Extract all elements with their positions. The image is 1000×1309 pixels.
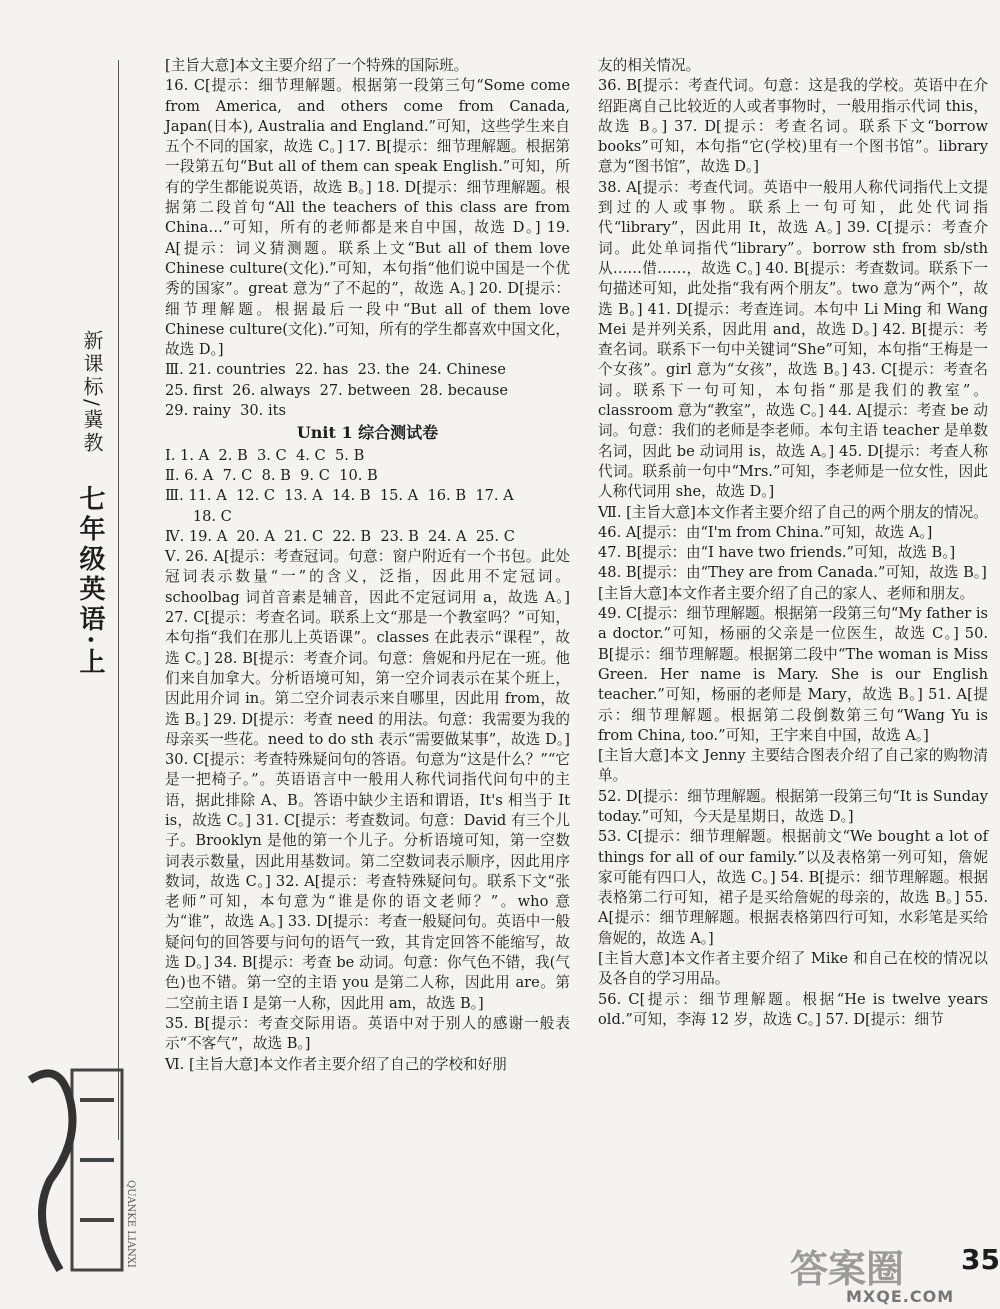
paragraph: [主旨大意]本文主要介绍了一个特殊的国际班。 xyxy=(165,57,469,74)
svg-text:QUANKE LIANXI: QUANKE LIANXI xyxy=(125,1180,136,1268)
answer-line: Ⅰ. 1. A 2. B 3. C 4. C 5. B xyxy=(165,446,365,464)
paragraph: 46. A[提示：由“I'm from China.”可知，故选 A。] xyxy=(598,523,933,541)
answer-line: Ⅱ. 6. A 7. C 8. B 9. C 10. B xyxy=(165,466,378,484)
paragraph: 48. B[提示：由“They are from Canada.”可知，故选 B。] xyxy=(598,564,987,582)
paragraph: Ⅴ. 26. A[提示：考查冠词。句意：窗户附近有一个书包。此处冠词表示数量“一”的含义，泛指，因此用不定冠词。schoolbag 词首音素是辅音，因此不定冠词用 a，故选 A。] 27. C[提示：考查名词。联系上文“那是一个教室吗？”可知，本句指“我们在那儿上英语课”。classes 在此表示“课程”，故选 C。] 28. B[提示：考查介词。句意：詹妮和丹尼在一班。他们来自加拿大。分析语境可知，第一空介词表示在某个班上，因此用介词 in。第二空介词表示来自哪里，因此用 from，故选 B。] 29. D[提示：考查 need 的用法。句意：我需要为我的母亲买一些花。need to do sth 表示“需要做某事”，故选 D。] 30. C[提示：考查特殊疑问句的答语。句意为“这是什么？”“它是一把椅子。”。英语语言中一般用人称代词指代问句中的主语，据此排除 A、B。答语中缺少主语和谓语，It's 相当于 It is，故选 C。] 31. C[提示：考查数词。句意：David 有三个儿子。Brooklyn 是他的第一个儿子。分析语境可知，第一空数词表示数量，因此用基数词。第二空数词表示顺序，因此用序数词，故选 C。] 32. A[提示：考查特殊疑问句。联系下文“张老师”可知，本句意为“谁是你的语文老师？”。who 意为“谁”，故选 A。] 33. D[提示：考查一般疑问句。英语中一般疑问句的回答要与问句的语气一致，其肯定回答不能缩写，故选 D。] 34. B[提示：考查 be 动词。句意：你气色不错，我(气色)也不错。第一空的主语 you 是第二人称，因此用 are。第二空前主语 I 是第一人称，因此用 am，故选 B。] xyxy=(165,548,570,1012)
paragraph: Ⅶ. [主旨大意]本文作者主要介绍了自己的两个朋友的情况。 xyxy=(598,503,988,521)
spine-title: 七年级英语·上 xyxy=(75,485,105,679)
paragraph: 53. C[提示：细节理解题。根据前文“We bought a lot of things for all of our family.”以及表格第一列可知，詹妮家可能有四口人，故选 C。] 54. B[提示：细节理解题。根据表格第二行可知，裙子是买给詹妮的母亲的，故选 B。] 55. A[提示：细节理解题。根据表格第四行可知，水彩笔是买给詹妮的，故选 A。] xyxy=(598,828,988,947)
paragraph: [主旨大意]本文 Jenny 主要结合图表介绍了自己家的购物清单。 xyxy=(598,747,988,785)
answer-line: 25. first 26. always 27. between 28. because xyxy=(165,381,508,399)
spine-subtitle: 新课标/冀教 xyxy=(80,330,104,455)
page-number: 35 xyxy=(961,1243,1000,1276)
paragraph: 38. A[提示：考查代词。英语中一般用人称代词指代上文提到过的人或事物。联系上一句可知，此处代词指代“library”，因此用 It，故选 A。] 39. C[提示：考查介词。此处单词指代“library”。borrow sth from sb/sth 从……借……，故选 C。] 40. B[提示：考查数词。联系下一句描述可知，此处指“我有两个朋友”。two 意为“两个”，故选 B。] 41. D[提示：考查连词。本句中 Li Ming 和 Wang Mei 是并列关系，因此用 and，故选 D。] 42. B[提示：考查名词。联系下一句中关键词“She”可知，本句指“王梅是一个女孩”。girl 意为“女孩”，故选 B。] 43. C[提示：考查名词。联系下一句可知，本句指“那是我们的教室”。classroom 意为“教室”，故选 C。] 44. A[提示：考查 be 动词。句意：我们的老师是李老师。本句主语 teacher 是单数名词，因此 be 动词用 is，故选 A。] 45. D[提示：考查人称代词。联系前一句中“Mrs.”可知，李老师是一位女性，因此人称代词用 she，故选 D。] xyxy=(598,178,988,501)
paragraph: 49. C[提示：细节理解题。根据第一段第三句“My father is a doctor.”可知，杨丽的父亲是一位医生，故选 C。] 50. B[提示：细节理解题。根据第二段中“The woman is Miss Green. Her name is Mary. She is our English teacher.”可知，杨丽的老师是 Mary，故选 B。] 51. A[提示：细节理解题。根据第二段倒数第三句“Wang Yu is from China, too.”可知，王宇来自中国，故选 A。] xyxy=(598,605,988,744)
page-divider-line xyxy=(118,60,119,1140)
paragraph: Ⅵ. [主旨大意]本文作者主要介绍了自己的学校和好朋 xyxy=(165,1055,507,1073)
paragraph: [主旨大意]本文作者主要介绍了 Mike 和自己在校的情况以及各自的学习用品。 xyxy=(598,950,988,988)
paragraph: 36. B[提示：考查代词。句意：这是我的学校。英语中在介绍距离自己比较近的人或者事物时，一般用指示代词 this，故选 B。] 37. D[提示：考查名词。联系下文“borrow books”可知，本句指“它(学校)里有一个图书馆”。library 意为“图书馆”，故选 D。] xyxy=(598,77,988,176)
paragraph: [主旨大意]本文作者主要介绍了自己的家人、老师和朋友。 xyxy=(598,584,975,602)
paragraph: 47. B[提示：由“I have two friends.”可知，故选 B。] xyxy=(598,544,956,562)
answer-line: 29. rainy 30. its xyxy=(165,402,286,420)
left-column xyxy=(165,56,570,1075)
watermark-site: MXQE.COM xyxy=(846,1287,955,1306)
paragraph: 35. B[提示：考查交际用语。英语中对于别人的感谢一般表示“不客气”，故选 B。] xyxy=(165,1014,570,1053)
right-column xyxy=(598,56,988,1030)
answer-line: Ⅲ. 21. countries 22. has 23. the 24. Chinese xyxy=(165,361,506,379)
paragraph: 56. C[提示：细节理解题。根据“He is twelve years old.”可知，李海 12 岁，故选 C。] 57. D[提示：细节 xyxy=(598,990,988,1028)
watermark-logo: 答案圈 xyxy=(790,1247,905,1291)
paragraph: 16. C[提示：细节理解题。根据第一段第三句“Some come from America, and others come from Canada, Japan(日本), Australia and England.”可知，这些学生来自五个不同的国家，故选 C。] 17. B[提示：细节理解题。根据第一段第五句“But all of them can speak English.”可知，所有的学生都能说英语，故选 B。] 18. D[提示：细节理解题。根据第二段首句“All the teachers of this class are from China…”可知，所有的老师都是来自中国，故选 D。] 19. A[提示：词义猜测题。联系上文“But all of them love Chinese culture(文化).”可知，本句指“他们说中国是一个优秀的国家”。great 意为“了不起的”，故选 A。] 20. D[提示：细节理解题。根据最后一段中“But all of them love Chinese culture(文化).”可知，所有的学生都喜欢中国文化，故选 D。] xyxy=(165,77,570,359)
answer-line: Ⅳ. 19. A 20. A 21. C 22. B 23. B 24. A 25. C xyxy=(165,527,515,545)
unit-heading: Unit 1 综合测试卷 xyxy=(296,423,439,443)
paragraph: 友的相关情况。 xyxy=(598,57,701,74)
paragraph: 52. D[提示：细节理解题。根据第一段第三句“It is Sunday today.”可知，今天是星期日，故选 D。] xyxy=(598,787,988,825)
answer-line: 18. C xyxy=(165,507,232,525)
answer-line: Ⅲ. 11. A 12. C 13. A 14. B 15. A 16. B 17. A xyxy=(165,487,514,505)
brand-logo xyxy=(10,1040,160,1300)
